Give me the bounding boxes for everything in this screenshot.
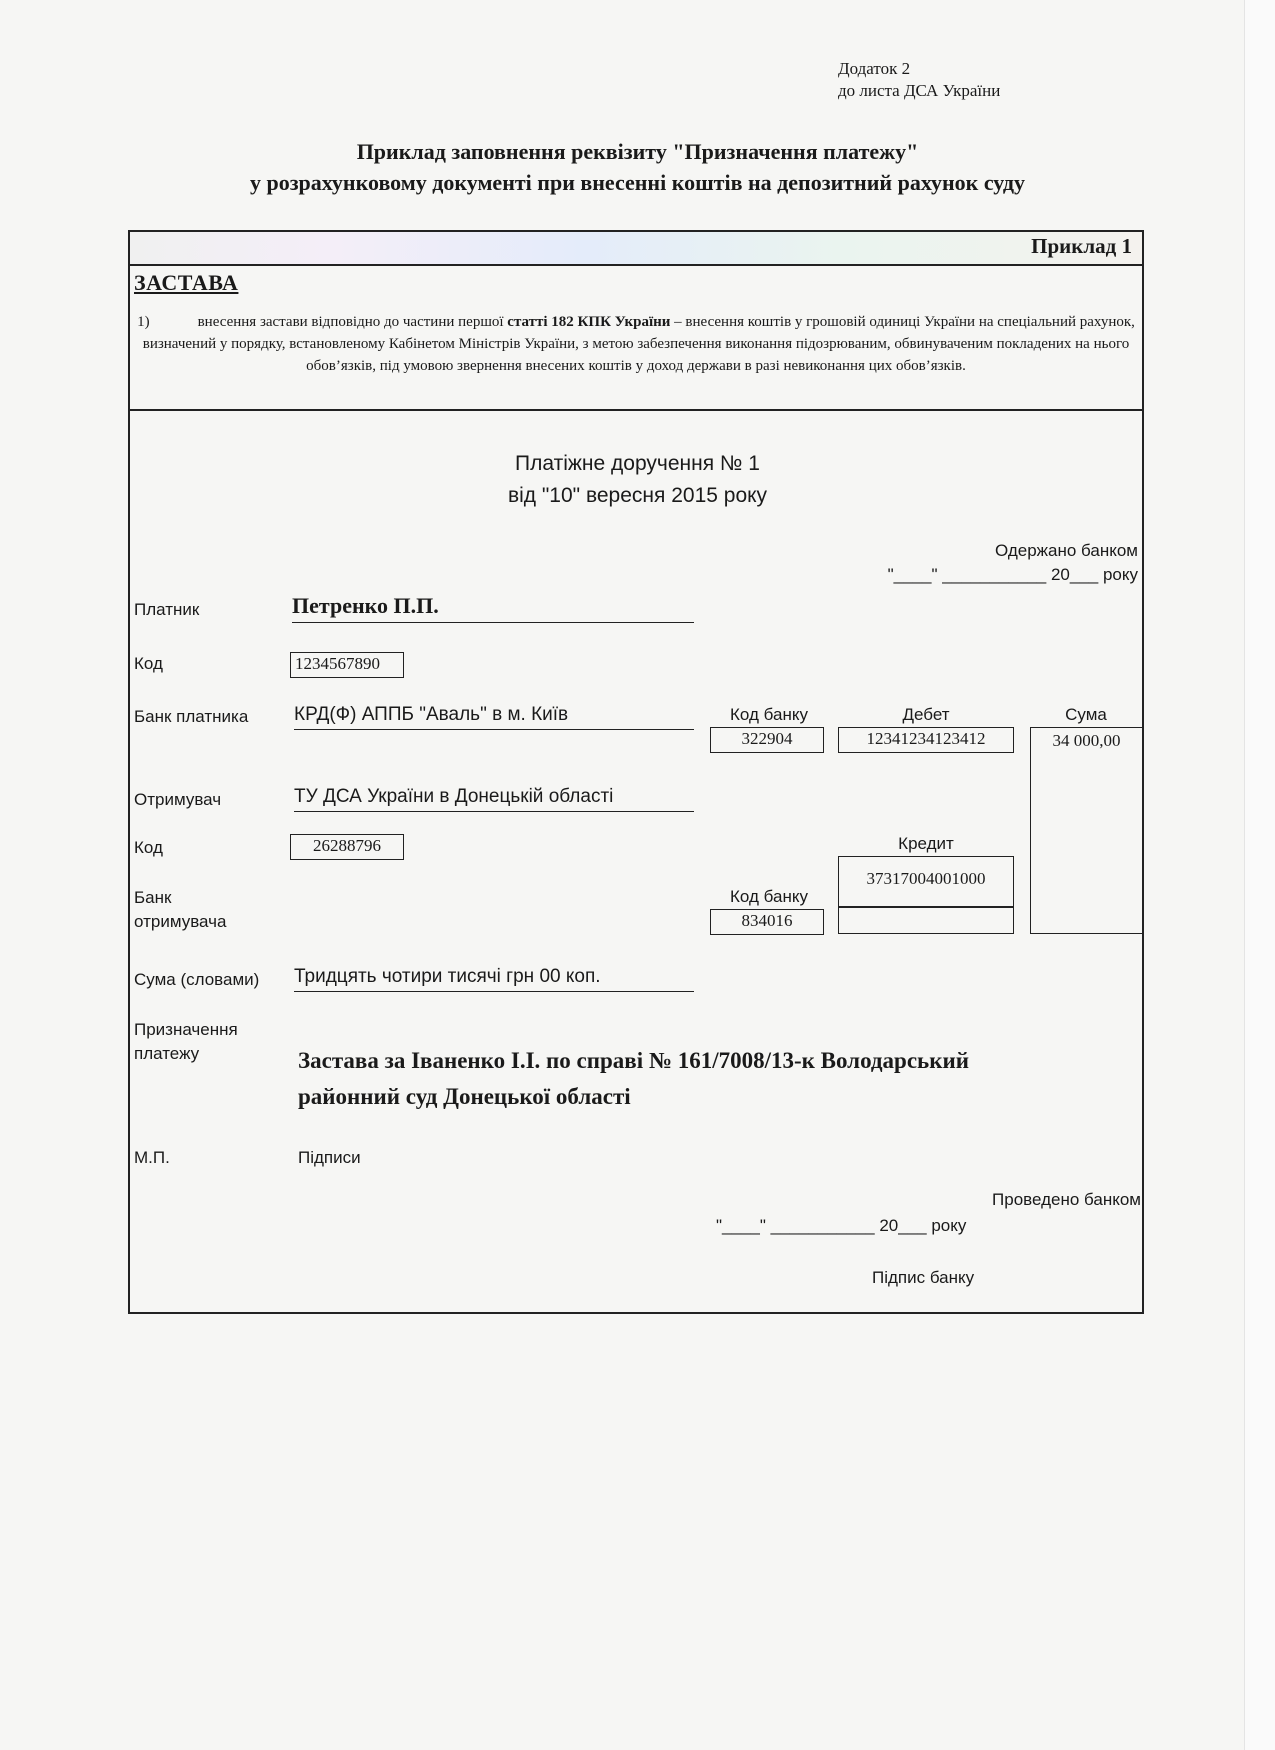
- recipient-bank-label: [134, 886, 226, 934]
- payer-bank-label: Банк платника: [134, 707, 249, 726]
- appendix-note: [838, 58, 1000, 102]
- example-frame: [128, 230, 1144, 1314]
- heading-line-2: у розрахунковому документі при внесенні коштів на депозитний рахунок суду: [249, 170, 1026, 195]
- signatures-label: Підписи: [298, 1148, 361, 1167]
- processed-date-line: "____" ___________ 20___ року: [716, 1216, 967, 1235]
- purpose-label: [134, 1018, 238, 1066]
- purpose-value: [298, 1043, 1138, 1115]
- payment-order-number: Платіжне доручення № 1: [515, 452, 760, 475]
- payer-bank-value: КРД(Ф) АППБ "Аваль" в м. Київ: [294, 702, 694, 730]
- section-title: ЗАСТАВА: [134, 270, 239, 295]
- recipient-bank-label-2: отримувача: [134, 912, 227, 931]
- appendix-line-2: до листа ДСА України: [838, 81, 1001, 100]
- processed-label: Проведено банком: [992, 1190, 1141, 1209]
- payer-code-box: 1234567890: [290, 652, 404, 678]
- payer-bank-code-box: 322904: [710, 727, 824, 753]
- credit-label: Кредит: [898, 834, 954, 853]
- section-description: [134, 311, 1138, 377]
- purpose-label-1: Призначення: [134, 1020, 238, 1039]
- credit-box: [838, 856, 1014, 908]
- amount-label: Сума: [1065, 705, 1107, 724]
- example-header-band: [130, 232, 1142, 266]
- purpose-value-2: районний суд Донецької області: [298, 1084, 631, 1109]
- recipient-bank-code-label: Код банку: [730, 887, 808, 906]
- page-edge: [1244, 0, 1275, 1750]
- payer-label: Платник: [134, 600, 200, 619]
- payer-code-label: Код: [134, 654, 163, 673]
- recipient-code-label: Код: [134, 838, 163, 857]
- heading-line-1: Приклад заповнення реквізиту "Призначення платежу": [356, 139, 919, 164]
- payment-order-date: від "10" вересня 2015 року: [507, 484, 768, 507]
- received-date-line: "____" ___________ 20___ року: [887, 565, 1138, 584]
- purpose-label-2: платежу: [134, 1044, 200, 1063]
- bank-signature-label: Підпис банку: [872, 1268, 975, 1287]
- credit-value: 37317004001000: [866, 869, 986, 888]
- item-number: 1): [137, 314, 150, 330]
- document-heading: [0, 136, 1275, 198]
- description-part-1: внесення застави відповідно до частини першої: [197, 314, 508, 330]
- amount-words-value: Тридцять чотири тисячі грн 00 коп.: [294, 964, 694, 992]
- received-label: Одержано банком: [994, 541, 1138, 560]
- section-divider: [130, 409, 1142, 411]
- debit-box: 12341234123412: [838, 727, 1014, 753]
- payer-value: Петренко П.П.: [292, 592, 694, 623]
- purpose-value-1: Застава за Іваненко І.І. по справі № 161/7008/13-к Володарський: [298, 1048, 969, 1073]
- stamp-label: М.П.: [134, 1148, 170, 1167]
- received-by-bank: [888, 539, 1138, 587]
- payment-order-title: [0, 448, 1275, 512]
- amount-box: [1030, 727, 1143, 934]
- credit-box-lower: [838, 906, 1014, 934]
- amount-value: 34 000,00: [1052, 731, 1121, 750]
- example-label: Приклад 1: [1031, 234, 1132, 258]
- recipient-bank-label-1: Банк: [134, 888, 172, 907]
- recipient-label: Отримувач: [134, 790, 222, 809]
- appendix-line-1: Додаток 2: [838, 59, 911, 78]
- recipient-value: ТУ ДСА України в Донецькій області: [294, 784, 694, 812]
- recipient-code-box: 26288796: [290, 834, 404, 860]
- debit-label: Дебет: [902, 705, 950, 724]
- amount-words-label: Сума (словами): [134, 970, 260, 989]
- recipient-bank-code-box: 834016: [710, 909, 824, 935]
- description-part-2: – внесення коштів у грошовій одиниці України на спеціальний рахунок, визначений у порядку, встановленому Кабінетом Міністрів України, з метою забезпечення виконання підозрюваним, обвинуваченим покладених на нього обов’язків, під умовою звернення внесених коштів у доход держави в разі невиконання цих обов’язків.: [142, 314, 1135, 374]
- description-bold: статті 182 КПК України: [507, 314, 671, 330]
- payer-bank-code-label: Код банку: [730, 705, 808, 724]
